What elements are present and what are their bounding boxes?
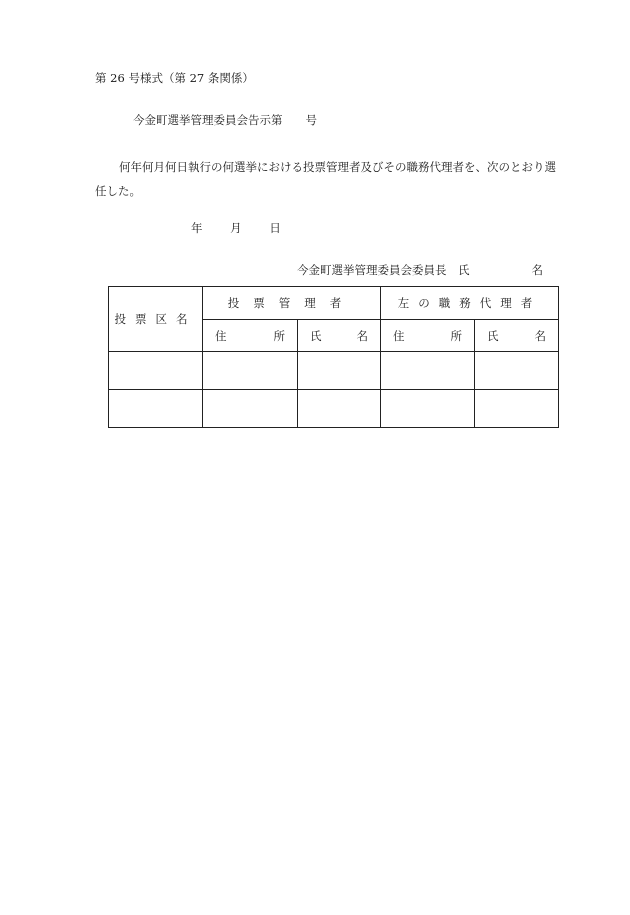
form-number: 第 26 号様式（第 27 条関係） bbox=[95, 71, 254, 85]
manager-address-header: 住 所 bbox=[203, 320, 298, 352]
table-cell bbox=[298, 390, 381, 428]
table-cell bbox=[109, 390, 203, 428]
table-row bbox=[109, 352, 559, 390]
chair-signature-line bbox=[297, 262, 543, 278]
body-line-2: 任した。 bbox=[95, 184, 141, 198]
table-row bbox=[109, 390, 559, 428]
body-line-1: 何年何月何日執行の何選挙における投票管理者及びその職務代理者を、次のとおり選 bbox=[119, 160, 556, 174]
table-cell bbox=[109, 352, 203, 390]
notice-title: 今金町選挙管理委員会告示第 号 bbox=[133, 113, 317, 127]
district-header: 投票区名 bbox=[109, 287, 203, 352]
deputy-address-header: 住 所 bbox=[381, 320, 475, 352]
appointment-table bbox=[108, 286, 559, 428]
chair-name-suffix: 名 bbox=[531, 263, 543, 277]
date-year: 年 bbox=[191, 221, 203, 235]
table-cell bbox=[203, 390, 298, 428]
manager-header: 投票管理者 bbox=[203, 287, 381, 320]
deputy-name-header: 氏 名 bbox=[475, 320, 559, 352]
date-line bbox=[191, 220, 305, 236]
table-cell bbox=[203, 352, 298, 390]
table-cell bbox=[381, 352, 475, 390]
table-cell bbox=[475, 352, 559, 390]
deputy-header: 左の職務代理者 bbox=[381, 287, 559, 320]
chair-title: 今金町選挙管理委員会委員長 氏 bbox=[297, 263, 470, 277]
date-month: 月 bbox=[230, 221, 242, 235]
table-cell bbox=[475, 390, 559, 428]
manager-name-header: 氏 名 bbox=[298, 320, 381, 352]
body-text bbox=[95, 155, 595, 203]
table-cell bbox=[381, 390, 475, 428]
table-cell bbox=[298, 352, 381, 390]
date-day: 日 bbox=[269, 221, 281, 235]
